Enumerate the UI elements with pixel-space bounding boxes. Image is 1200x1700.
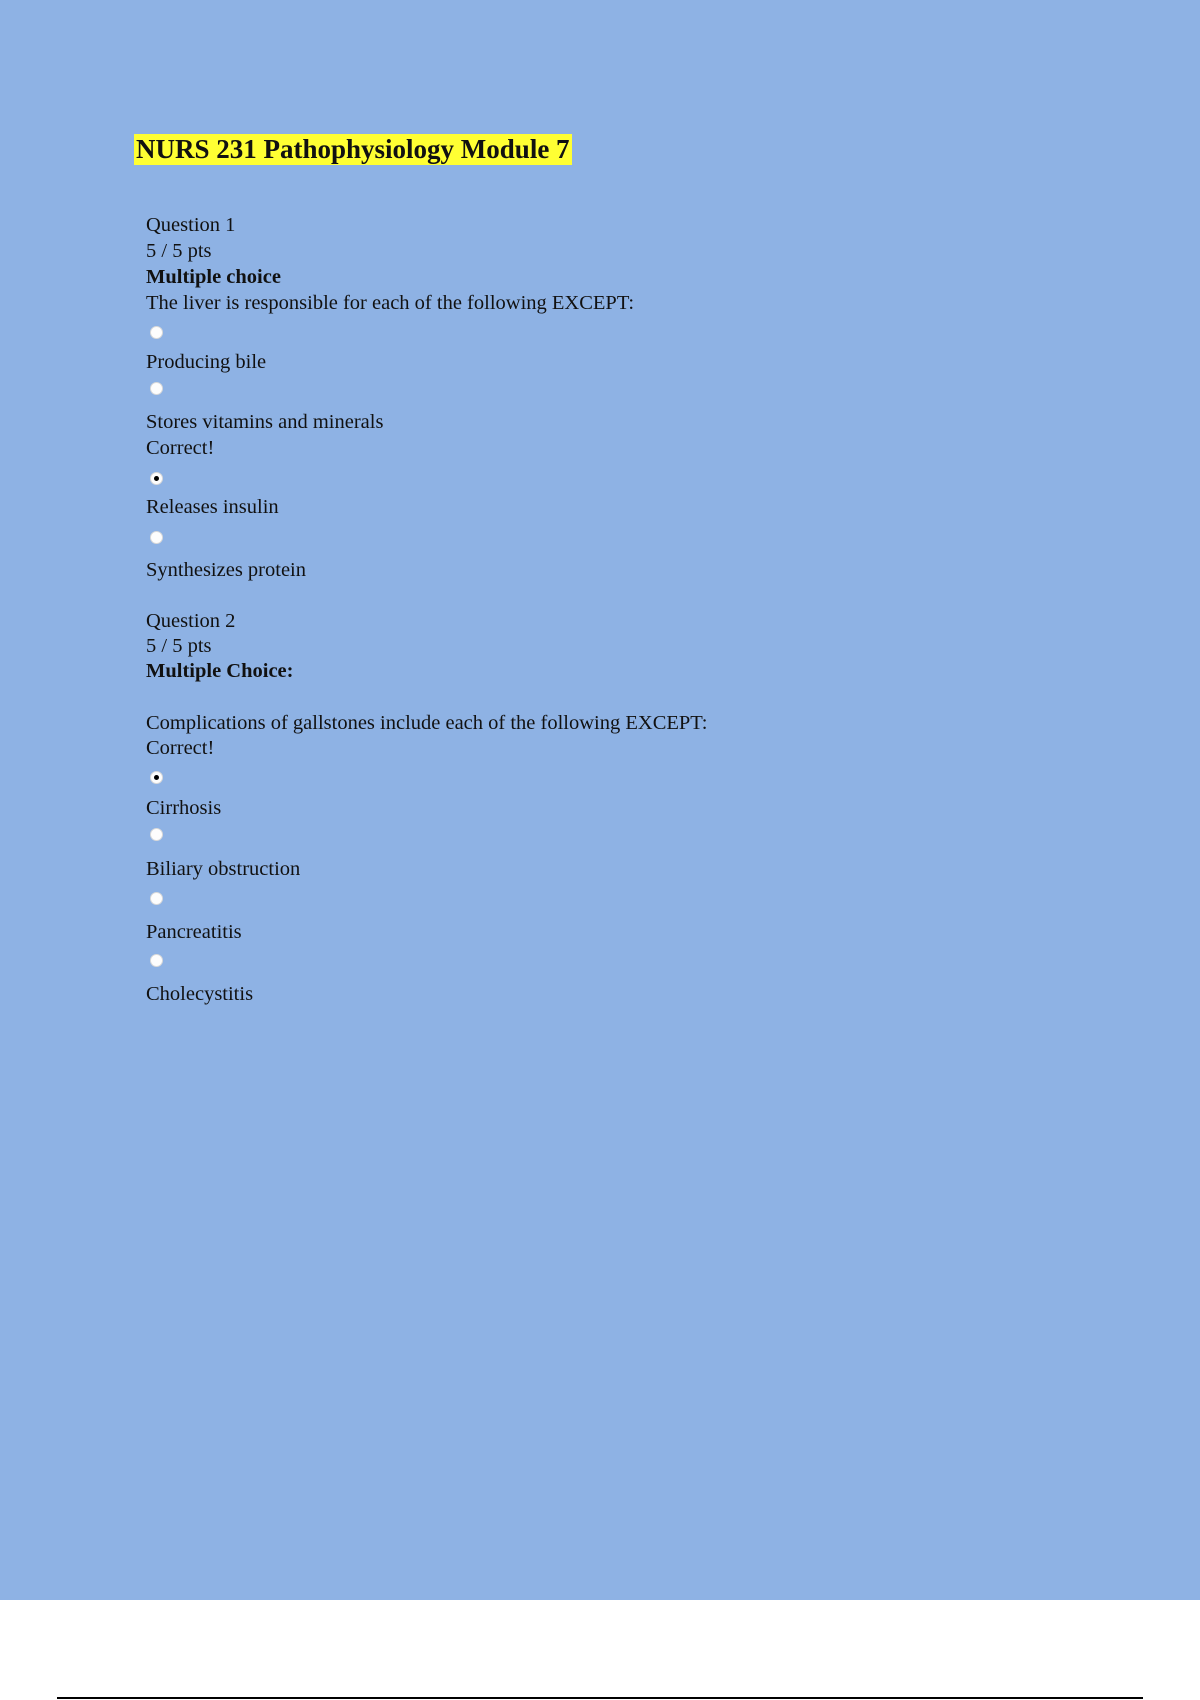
question-2-correct-label: Correct! [146, 737, 215, 759]
question-2-option-4-radio[interactable] [150, 954, 163, 967]
page-title: NURS 231 Pathophysiology Module 7 [136, 134, 570, 164]
question-1-option-1-label: Producing bile [146, 351, 267, 373]
question-1-option-4-label: Synthesizes protein [146, 559, 306, 581]
question-2-option-4-label: Cholecystitis [146, 983, 254, 1005]
question-1-correct-label: Correct! [146, 437, 215, 459]
question-2-option-3-label: Pancreatitis [146, 921, 242, 943]
question-2-points: 5 / 5 pts [146, 635, 212, 657]
question-1-option-2-label: Stores vitamins and minerals [146, 411, 384, 433]
question-2-option-2-radio[interactable] [150, 828, 163, 841]
question-1-points: 5 / 5 pts [146, 240, 212, 262]
question-1-option-3-label: Releases insulin [146, 496, 279, 518]
footer-divider [57, 1697, 1143, 1699]
question-2-option-3-radio[interactable] [150, 892, 163, 905]
question-2-type: Multiple Choice: [146, 660, 294, 682]
question-2-option-1-radio[interactable] [150, 771, 163, 784]
question-2-number: Question 2 [146, 610, 236, 632]
question-2-option-1-label: Cirrhosis [146, 797, 222, 819]
question-1-type: Multiple choice [146, 266, 281, 288]
question-1-option-2-radio[interactable] [150, 382, 163, 395]
question-1-option-4-radio[interactable] [150, 531, 163, 544]
question-1-prompt: The liver is responsible for each of the following EXCEPT: [146, 292, 635, 314]
question-2-prompt: Complications of gallstones include each of the following EXCEPT: [146, 712, 708, 734]
question-2-option-2-label: Biliary obstruction [146, 858, 301, 880]
question-1-option-3-radio[interactable] [150, 472, 163, 485]
question-1-number: Question 1 [146, 214, 236, 236]
question-1-option-1-radio[interactable] [150, 326, 163, 339]
